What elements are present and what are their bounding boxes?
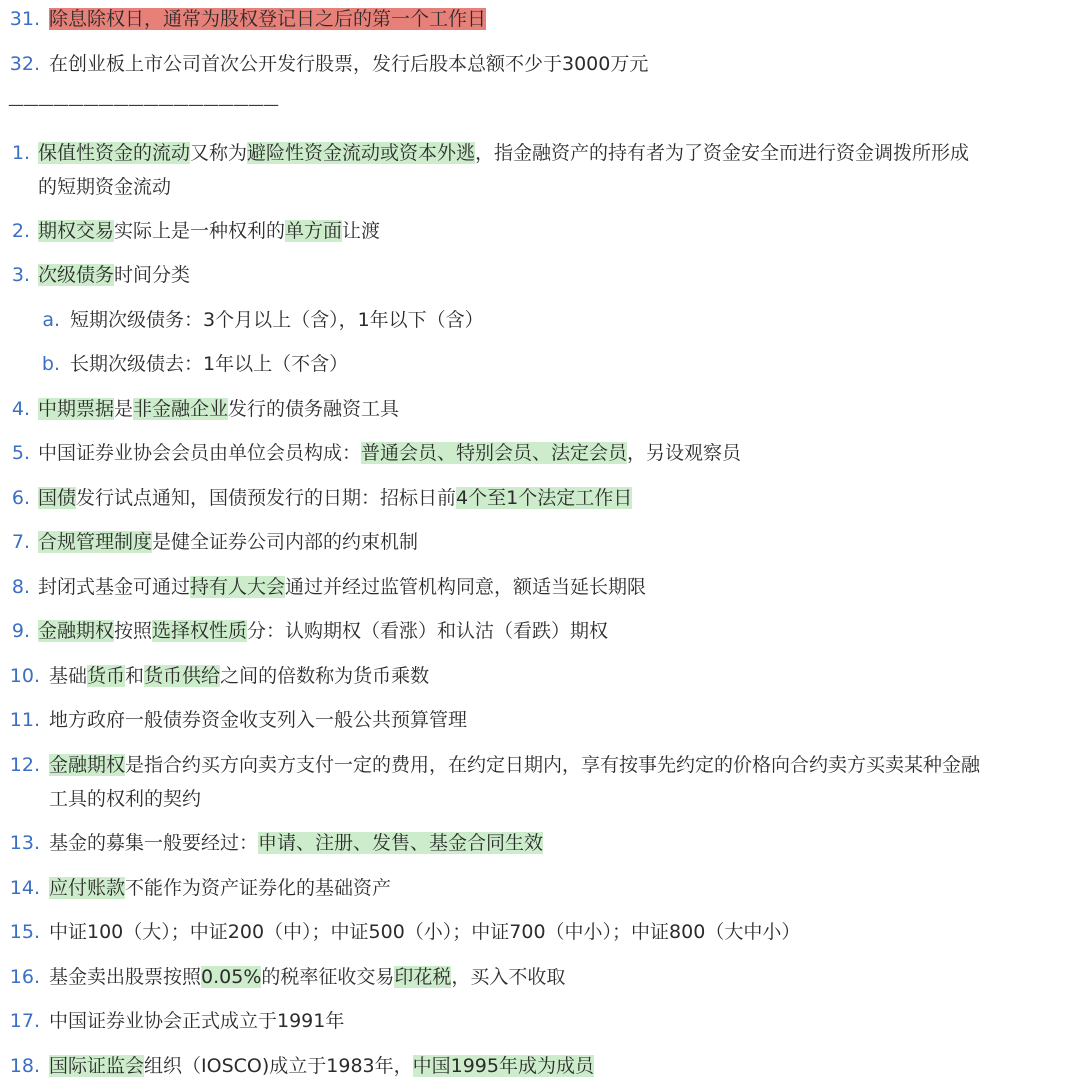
text-segment: 和 — [125, 665, 145, 687]
list-text — [49, 1051, 594, 1081]
list-number: 17. — [9, 1010, 40, 1032]
list-number: 10. — [9, 665, 40, 687]
list-number: 12. — [9, 754, 40, 776]
text-segment: 是指合约买方向卖方支付一定的费用，在约定日期内，享有按事先约定的价格向合约卖方买卖某种金融 — [125, 754, 981, 776]
text-segment: 地方政府一般债券资金收支列入一般公共预算管理 — [49, 709, 468, 731]
highlighted-text: 国债 — [38, 487, 77, 509]
list-text — [49, 1006, 344, 1036]
highlighted-text: 持有人大会 — [190, 576, 286, 598]
separator-line: —————————————————— — [8, 95, 278, 114]
text-segment: 之间的倍数称为货币乘数 — [220, 665, 430, 687]
list-text — [38, 394, 399, 424]
list-number: 11. — [9, 709, 40, 731]
list-text — [49, 873, 391, 903]
highlighted-text: 中期票据 — [38, 398, 115, 420]
list-number: a. — [42, 309, 60, 331]
text-segment: 中国证券业协会正式成立于1991年 — [49, 1010, 345, 1032]
highlighted-text: 单方面 — [285, 220, 343, 242]
list-text — [49, 705, 467, 735]
text-segment: 实际上是一种权利的 — [114, 220, 286, 242]
list-number: 8. — [11, 576, 30, 598]
text-segment: 分：认购期权（看涨）和认沽（看跌）期权 — [247, 620, 609, 642]
list-number: 7. — [11, 531, 30, 553]
text-segment: 不能作为资产证券化的基础资产 — [125, 877, 392, 899]
highlighted-text: 选择权性质 — [152, 620, 248, 642]
list-text — [38, 138, 969, 168]
highlighted-text: 合规管理制度 — [38, 531, 153, 553]
text-segment: 基金卖出股票按照 — [49, 966, 202, 988]
list-text — [49, 49, 648, 79]
list-text — [38, 216, 380, 246]
text-segment: 基金的募集一般要经过： — [49, 832, 259, 854]
highlighted-text: 申请、注册、发售、基金合同生效 — [258, 832, 544, 854]
text-segment: 时间分类 — [114, 264, 191, 286]
list-number: 4. — [11, 398, 30, 420]
list-text — [49, 661, 429, 691]
highlighted-text: 普通会员、特别会员、法定会员 — [361, 442, 628, 464]
text-segment: 基础 — [49, 665, 88, 687]
highlighted-text: 金融期权 — [49, 754, 126, 776]
list-number: 31. — [9, 8, 40, 30]
highlighted-text: 货币供给 — [144, 665, 221, 687]
list-text — [70, 349, 348, 379]
continuation-text: 的短期资金流动 — [38, 176, 172, 198]
highlighted-text: 金融期权 — [38, 620, 115, 642]
list-number: 18. — [9, 1055, 40, 1077]
list-text — [38, 572, 646, 602]
continuation-text: 工具的权利的契约 — [49, 788, 202, 810]
text-segment: 按照 — [114, 620, 153, 642]
text-segment: 中国证券业协会会员由单位会员构成： — [38, 442, 362, 464]
list-number: 1. — [11, 142, 30, 164]
text-segment: 的税率征收交易 — [261, 966, 395, 988]
text-segment: 短期次级债务：3个月以上（含），1年以下（含） — [70, 309, 484, 331]
text-segment: 通过并经过监管机构同意，额适当延长期限 — [285, 576, 647, 598]
list-number: 15. — [9, 921, 40, 943]
text-segment: 在创业板上市公司首次公开发行股票，发行后股本总额不少于3000万元 — [49, 53, 649, 75]
list-number: b. — [41, 353, 60, 375]
list-text — [49, 4, 486, 34]
text-segment: 发行试点通知，国债预发行的日期：招标日前 — [76, 487, 457, 509]
list-text — [49, 962, 565, 992]
highlighted-text: 次级债务 — [38, 264, 115, 286]
highlighted-text: 0.05% — [201, 966, 262, 988]
list-text — [38, 438, 741, 468]
list-text — [38, 616, 608, 646]
text-segment: 中证100（大）；中证200（中）；中证500（小）；中证700（中小）；中证800（大中小） — [49, 921, 801, 943]
highlighted-text: 期权交易 — [38, 220, 115, 242]
text-segment: ，买入不收取 — [451, 966, 566, 988]
highlighted-text: 非金融企业 — [133, 398, 229, 420]
list-number: 13. — [9, 832, 40, 854]
highlighted-text: 保值性资金的流动 — [38, 142, 191, 164]
text-segment: 长期次级债去：1年以上（不含） — [70, 353, 349, 375]
list-number: 6. — [11, 487, 30, 509]
list-number: 32. — [9, 53, 40, 75]
list-number: 3. — [11, 264, 30, 286]
list-number: 14. — [9, 877, 40, 899]
text-segment: 又称为 — [190, 142, 248, 164]
highlighted-text: 应付账款 — [49, 877, 126, 899]
list-number: 5. — [11, 442, 30, 464]
text-segment: ，另设观察员 — [627, 442, 742, 464]
list-text — [49, 750, 980, 780]
list-text — [49, 917, 800, 947]
list-text — [49, 828, 543, 858]
highlighted-text: 避险性资金流动或资本外逃 — [247, 142, 476, 164]
text-segment: 让渡 — [342, 220, 381, 242]
list-text — [38, 260, 190, 290]
text-segment: 组织（IOSCO)成立于1983年， — [144, 1055, 413, 1077]
text-segment: 是健全证券公司内部的约束机制 — [152, 531, 419, 553]
highlighted-text: 货币 — [87, 665, 126, 687]
text-segment: 发行的债务融资工具 — [228, 398, 400, 420]
highlighted-text: 4个至1个法定工作日 — [456, 487, 633, 509]
list-number: 16. — [9, 966, 40, 988]
list-number: 9. — [11, 620, 30, 642]
highlighted-text: 国际证监会 — [49, 1055, 145, 1077]
highlighted-text: 印花税 — [394, 966, 452, 988]
text-segment: 是 — [114, 398, 134, 420]
list-text — [38, 483, 632, 513]
highlighted-text: 中国1995年成为成员 — [412, 1055, 594, 1077]
list-text — [70, 305, 484, 335]
text-segment: 封闭式基金可通过 — [38, 576, 191, 598]
list-number: 2. — [11, 220, 30, 242]
red-highlighted-text: 除息除权日，通常为股权登记日之后的第一个工作日 — [49, 8, 487, 30]
list-text — [38, 527, 418, 557]
text-segment: ，指金融资产的持有者为了资金安全而进行资金调拨所形成 — [475, 142, 970, 164]
